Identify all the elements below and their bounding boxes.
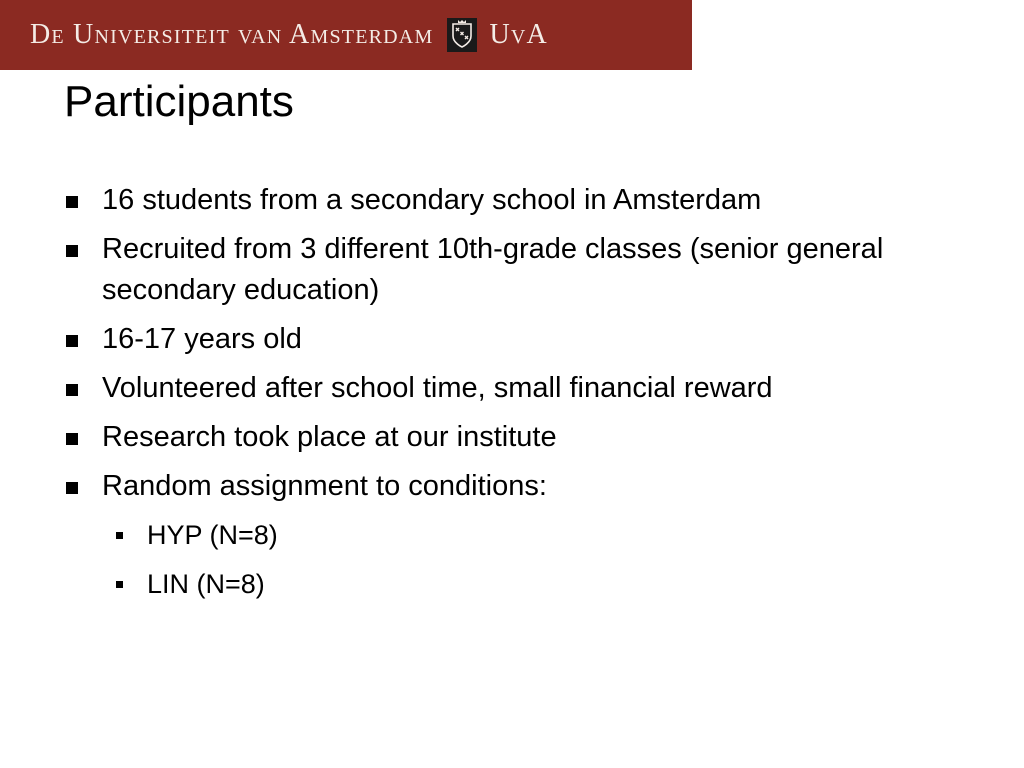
bullet-item <box>64 466 944 507</box>
square-bullet-icon <box>66 482 78 494</box>
sub-bullet-text: LIN (N=8) <box>147 569 265 599</box>
square-bullet-icon <box>66 245 78 257</box>
small-square-bullet-icon <box>116 581 123 588</box>
bullet-text: Volunteered after school time, small financial reward <box>102 372 773 404</box>
square-bullet-icon <box>66 433 78 445</box>
square-bullet-icon <box>66 196 78 208</box>
slide-title: Participants <box>64 77 294 126</box>
bullet-text: Recruited from 3 different 10th-grade classes (senior general secondary education) <box>102 233 884 306</box>
sub-bullet-item <box>64 564 944 604</box>
bullet-item <box>64 229 944 311</box>
bullet-text: Research took place at our institute <box>102 421 557 453</box>
bullet-item <box>64 180 944 221</box>
bullet-item <box>64 368 944 409</box>
square-bullet-icon <box>66 384 78 396</box>
university-banner <box>0 0 692 70</box>
square-bullet-icon <box>66 335 78 347</box>
small-square-bullet-icon <box>116 532 123 539</box>
bullet-text: 16-17 years old <box>102 323 302 355</box>
sub-bullet-item <box>64 515 944 555</box>
bullet-item <box>64 417 944 458</box>
bullet-text: Random assignment to conditions: <box>102 470 547 502</box>
uva-crest-icon <box>447 18 477 52</box>
bullet-item <box>64 319 944 360</box>
institution-abbreviation: UvA <box>489 19 548 50</box>
sub-bullet-text: HYP (N=8) <box>147 520 278 550</box>
institution-name: De Universiteit van Amsterdam <box>30 19 434 50</box>
bullet-text: 16 students from a secondary school in Amsterdam <box>102 184 762 216</box>
bullet-list <box>64 180 944 613</box>
